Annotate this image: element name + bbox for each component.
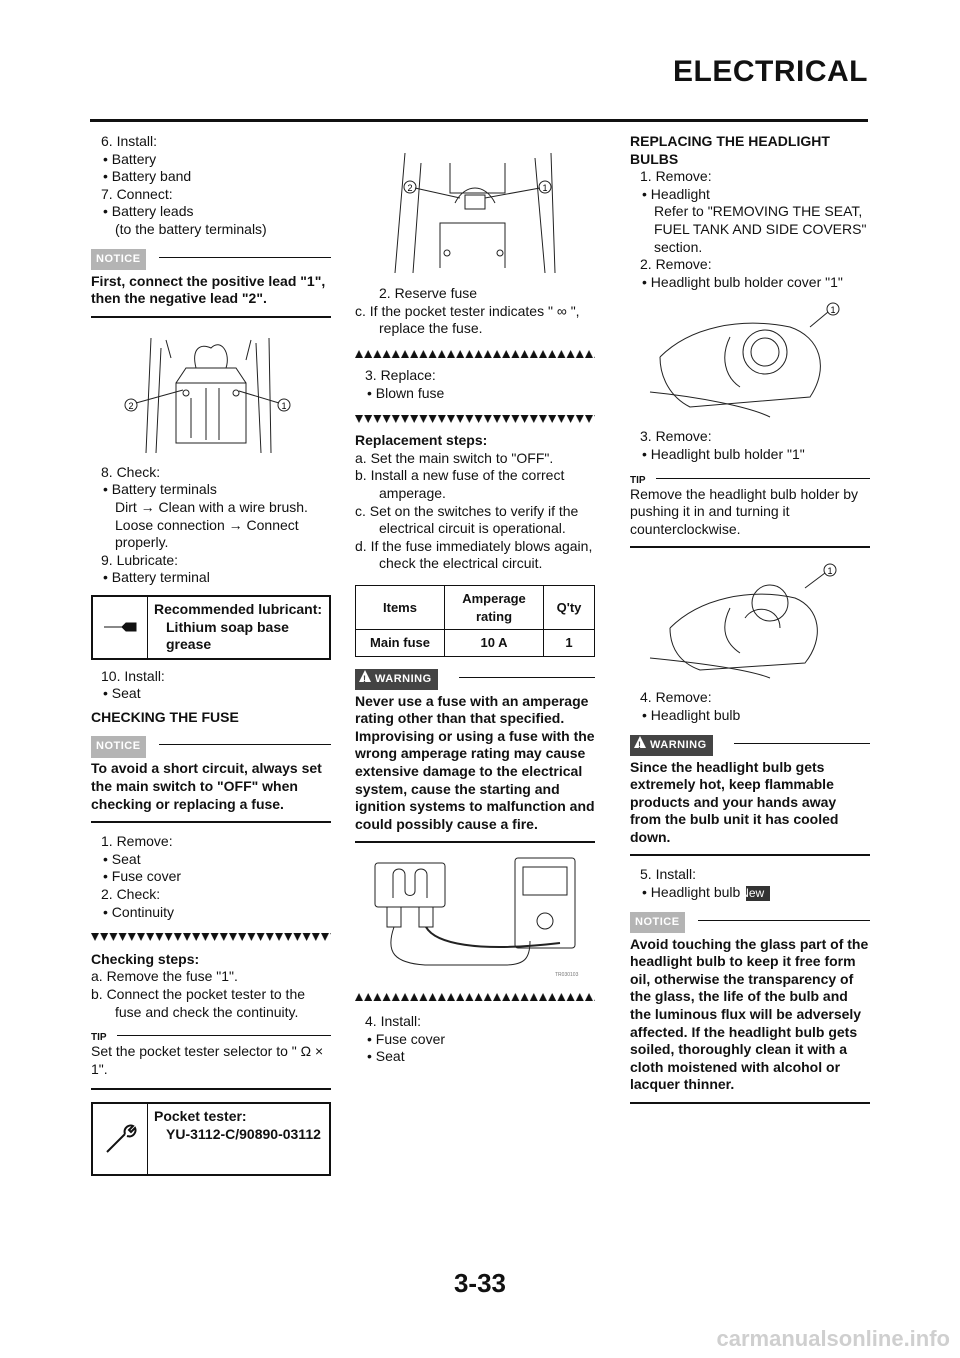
- list-item-note: Refer to "REMOVING THE SEAT, FUEL TANK AND SIDE COVERS" section.: [654, 203, 867, 255]
- fuse-location-figure: [355, 143, 595, 279]
- tip-label: TIP: [91, 1032, 107, 1044]
- callout-1: 1: [830, 305, 836, 316]
- warning-icon: [634, 736, 646, 748]
- list-item: • Headlight bulb New: [630, 884, 870, 902]
- tester-label: Pocket tester:: [154, 1108, 247, 1125]
- lubricant-label: Recommended lubricant:: [154, 600, 323, 617]
- replacement-title: Replacement steps:: [355, 432, 488, 449]
- tip-label: TIP: [630, 474, 646, 486]
- pocket-tester-illustration: [355, 853, 595, 983]
- warning-text: Never use a fuse with an amperage rating other than that specified. Improvising or using a fuse with the wrong amperage rating may cause extensive damage to the electrical system, cause the starting and ignition systems to malfunction and could possibly cause a fire.: [355, 692, 595, 832]
- notice-header: [91, 736, 331, 754]
- table-row: [356, 630, 595, 657]
- warning-header: [630, 735, 870, 753]
- warning-badge: ! WARNING: [630, 735, 713, 757]
- list-item-note: (to the battery terminals): [115, 220, 267, 237]
- steps-end-marker: [355, 989, 595, 1007]
- tip-text: Set the pocket tester selector to " Ω × 1".: [91, 1043, 324, 1077]
- repl-step-d: d. If the fuse immediately blows again, check the electrical circuit.: [355, 537, 593, 572]
- table-cell: 1: [544, 630, 595, 657]
- tester-figure: [355, 853, 595, 983]
- list-item: • Seat: [91, 685, 331, 703]
- figure-caption: 2. Reserve fuse: [379, 285, 478, 301]
- steps-start-marker: [355, 411, 595, 429]
- headlight-holder-figure: [630, 558, 870, 683]
- callout-2: 2: [407, 183, 413, 193]
- notice-badge: NOTICE: [91, 249, 146, 271]
- new-part-badge: New: [746, 886, 770, 901]
- battery-figure: [91, 328, 331, 458]
- list-item: • Seat: [355, 1048, 595, 1066]
- list-item-note: Dirt → Clean with a wire brush.: [115, 498, 308, 515]
- warning-text: Since the headlight bulb gets extremely hot, keep flammable products and your hands away from the bulb unit it has cooled down.: [630, 758, 839, 845]
- figure-code: TR030103: [555, 972, 579, 979]
- battery-illustration: [91, 328, 331, 458]
- step-b: b. Connect the pocket tester to the fuse and check the continuity.: [91, 986, 306, 1020]
- step-1: 1. Remove:: [101, 833, 173, 850]
- step-1: 1. Remove:: [640, 168, 712, 185]
- list-item: • Fuse cover: [91, 868, 331, 886]
- table-header: Amperage rating: [445, 585, 544, 629]
- table-cell: Main fuse: [356, 630, 445, 657]
- callout-1: 1: [542, 183, 548, 193]
- notice-text: First, connect the positive lead "1", then the negative lead "2".: [91, 272, 326, 307]
- step-2: 2. Remove:: [640, 256, 712, 273]
- notice-badge: NOTICE: [91, 736, 146, 758]
- step-5: 5. Install:: [640, 866, 697, 883]
- notice-header: [630, 912, 870, 930]
- headlight-cover-figure: [630, 297, 870, 422]
- step-9: 9. Lubricate:: [101, 551, 179, 568]
- step-3: 3. Remove:: [640, 428, 712, 445]
- table-header: Q'ty: [544, 585, 595, 629]
- step-2: 2. Check:: [101, 886, 161, 903]
- step-8: 8. Check:: [101, 463, 161, 480]
- list-item: • Battery band: [91, 168, 331, 186]
- step-4: 4. Remove:: [640, 689, 712, 706]
- divider: [630, 546, 870, 548]
- header-rule: [90, 119, 868, 122]
- steps-end-marker: [355, 346, 595, 364]
- table-cell: 10 A: [445, 630, 544, 657]
- list-item: • Headlight bulb holder "1": [630, 446, 870, 464]
- callout-1: 1: [281, 400, 287, 411]
- divider: [91, 821, 331, 823]
- steps-title: Checking steps:: [91, 950, 200, 967]
- list-item: • Battery terminals: [91, 481, 331, 499]
- grease-gun-icon: [93, 597, 147, 658]
- wrench-icon: [93, 1104, 147, 1174]
- warning-icon: [359, 670, 371, 682]
- repl-step-b: b. Install a new fuse of the correct amperage.: [355, 467, 565, 501]
- fuse-spec-table: [355, 585, 595, 657]
- repl-step-a: a. Set the main switch to "OFF".: [355, 449, 554, 466]
- step-4: 4. Install:: [365, 1013, 422, 1030]
- tester-value: YU-3112-C/90890-03112: [166, 1125, 321, 1142]
- list-item: • Battery leads: [91, 203, 331, 221]
- headlight-cover-illustration: [630, 297, 870, 422]
- notice-badge: NOTICE: [630, 912, 685, 934]
- table-header-row: [356, 585, 595, 629]
- tip-header: [91, 1029, 331, 1044]
- callout-1: 1: [827, 566, 833, 577]
- list-item: • Headlight: [630, 186, 870, 204]
- watermark: carmanualsonline.info: [716, 1326, 950, 1351]
- column-3: [630, 133, 870, 1114]
- steps-start-marker: [91, 929, 331, 947]
- step-6: 6. Install:: [101, 133, 158, 149]
- page-number: 3-33: [453, 1268, 507, 1298]
- section-heading: CHECKING THE FUSE: [91, 708, 239, 725]
- step-3: 3. Replace:: [365, 367, 436, 384]
- list-item: • Blown fuse: [355, 385, 595, 403]
- headlight-holder-illustration: [630, 558, 870, 683]
- divider: [91, 316, 331, 318]
- list-item: • Battery terminal: [91, 569, 331, 587]
- column-1: [91, 133, 331, 1184]
- step-10: 10. Install:: [101, 667, 165, 684]
- notice-text: Avoid touching the glass part of the headlight bulb to keep it free form oil, otherwise the transparency of the glass, the life of the bulb and the luminous flux will be adversely affected. If the headlight bulb gets soiled, thoroughly clean it with a cloth moistened with alcohol or lacquer thinner.: [630, 935, 869, 1093]
- page-title: ELECTRICAL: [673, 55, 868, 88]
- step-c: c. If the pocket tester indicates " ∞ ", replace the fuse.: [355, 302, 580, 337]
- lubricant-value: Lithium soap base grease: [166, 618, 289, 653]
- column-2: [355, 133, 595, 1066]
- fuse-location-illustration: [355, 143, 595, 279]
- step-a: a. Remove the fuse "1".: [91, 968, 238, 985]
- tester-box: [91, 1102, 331, 1176]
- divider: [630, 1102, 870, 1104]
- list-item: • Seat: [91, 851, 331, 869]
- warning-badge: ! WARNING: [355, 669, 438, 691]
- list-item: • Continuity: [91, 904, 331, 922]
- divider: [355, 841, 595, 843]
- tip-header: [630, 472, 870, 484]
- notice-text: To avoid a short circuit, always set the main switch to "OFF" when checking or replacing a fuse.: [91, 760, 322, 812]
- tip-text: Remove the headlight bulb holder by pushing it in and turning it counterclockwise.: [630, 485, 859, 537]
- divider: [630, 854, 870, 856]
- notice-header: [91, 249, 331, 267]
- lubricant-box: [91, 595, 331, 660]
- list-item: • Battery: [91, 151, 331, 169]
- table-header: Items: [356, 585, 445, 629]
- list-item: • Headlight bulb holder cover "1": [630, 274, 870, 292]
- section-heading: REPLACING THE HEADLIGHT BULBS: [630, 133, 830, 167]
- list-item: • Headlight bulb: [630, 707, 870, 725]
- list-item-note: Loose connection → Connect properly.: [115, 516, 299, 551]
- list-item: • Fuse cover: [355, 1031, 595, 1049]
- repl-step-c: c. Set on the switches to verify if the electrical circuit is operational.: [355, 502, 579, 537]
- divider: [91, 1088, 331, 1090]
- step-7: 7. Connect:: [101, 185, 173, 202]
- callout-2: 2: [128, 400, 134, 411]
- warning-header: [355, 669, 595, 687]
